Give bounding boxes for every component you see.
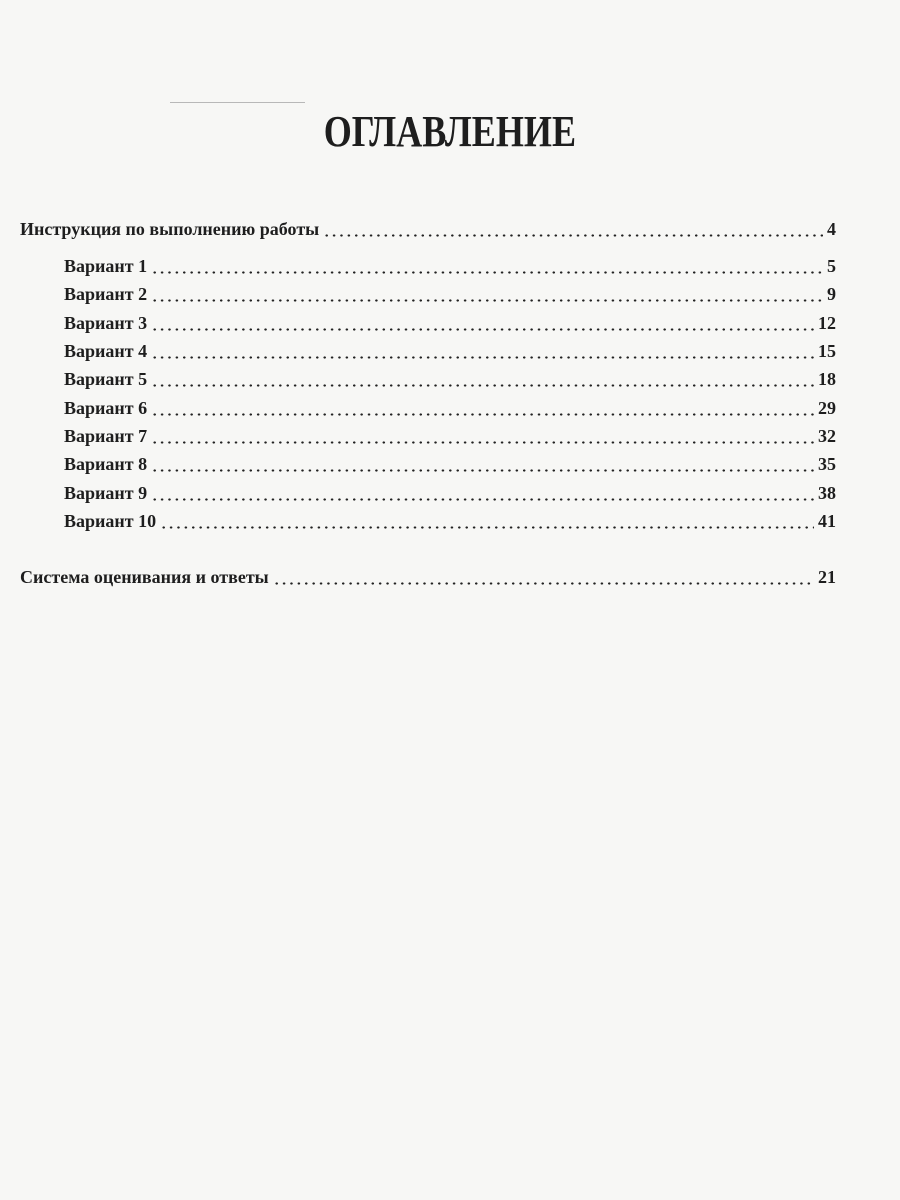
toc-entry-label: Вариант 3 bbox=[64, 313, 148, 333]
dot-leader bbox=[151, 469, 814, 472]
toc-entry[interactable] bbox=[64, 284, 836, 308]
toc-entry[interactable] bbox=[20, 219, 836, 243]
toc-entry-label: Вариант 5 bbox=[64, 369, 148, 389]
dot-leader bbox=[151, 384, 814, 387]
decorative-rule bbox=[170, 102, 305, 103]
toc-page-number: 29 bbox=[818, 398, 836, 418]
toc-entry[interactable] bbox=[64, 398, 836, 422]
toc-entry-label: Вариант 8 bbox=[64, 454, 148, 474]
toc-page-number: 9 bbox=[827, 284, 836, 304]
toc-entry-label: Вариант 7 bbox=[64, 426, 148, 446]
toc-entry[interactable] bbox=[64, 341, 836, 365]
toc-page-number: 15 bbox=[818, 341, 836, 361]
toc-entry-label: Инструкция по выполнению работы bbox=[20, 219, 320, 239]
toc-entry[interactable] bbox=[64, 511, 836, 535]
toc-entry[interactable] bbox=[20, 567, 836, 591]
dot-leader bbox=[151, 328, 814, 331]
dot-leader bbox=[151, 413, 814, 416]
toc-page-number: 21 bbox=[818, 567, 836, 587]
toc-entry[interactable] bbox=[64, 426, 836, 450]
toc-page-number: 12 bbox=[818, 313, 836, 333]
toc-page-number: 18 bbox=[818, 369, 836, 389]
toc-entry[interactable] bbox=[64, 313, 836, 337]
toc-entry-label: Вариант 10 bbox=[64, 511, 157, 531]
dot-leader bbox=[323, 234, 823, 237]
dot-leader bbox=[151, 271, 823, 274]
toc-page-number: 38 bbox=[818, 483, 836, 503]
dot-leader bbox=[151, 441, 814, 444]
toc-entry-label: Система оценивания и ответы bbox=[20, 567, 269, 587]
toc-page-number: 41 bbox=[818, 511, 836, 531]
toc-entry[interactable] bbox=[64, 369, 836, 393]
dot-leader bbox=[273, 582, 814, 585]
dot-leader bbox=[151, 299, 823, 302]
toc-entry-label: Вариант 2 bbox=[64, 284, 148, 304]
toc-page-number: 35 bbox=[818, 454, 836, 474]
toc-entry-label: Вариант 1 bbox=[64, 256, 148, 276]
dot-leader bbox=[151, 356, 814, 359]
toc-page-number: 32 bbox=[818, 426, 836, 446]
toc-page-number: 5 bbox=[827, 256, 836, 276]
toc-entry-label: Вариант 9 bbox=[64, 483, 148, 503]
toc-page-number: 4 bbox=[827, 219, 836, 239]
toc-entry-label: Вариант 6 bbox=[64, 398, 148, 418]
page-title: ОГЛАВЛЕНИЕ bbox=[323, 107, 577, 156]
dot-leader bbox=[160, 526, 814, 529]
toc-entry[interactable] bbox=[64, 483, 836, 507]
dot-leader bbox=[151, 498, 814, 501]
toc-entry-label: Вариант 4 bbox=[64, 341, 148, 361]
toc-entry[interactable] bbox=[64, 454, 836, 478]
toc-entry[interactable] bbox=[64, 256, 836, 280]
